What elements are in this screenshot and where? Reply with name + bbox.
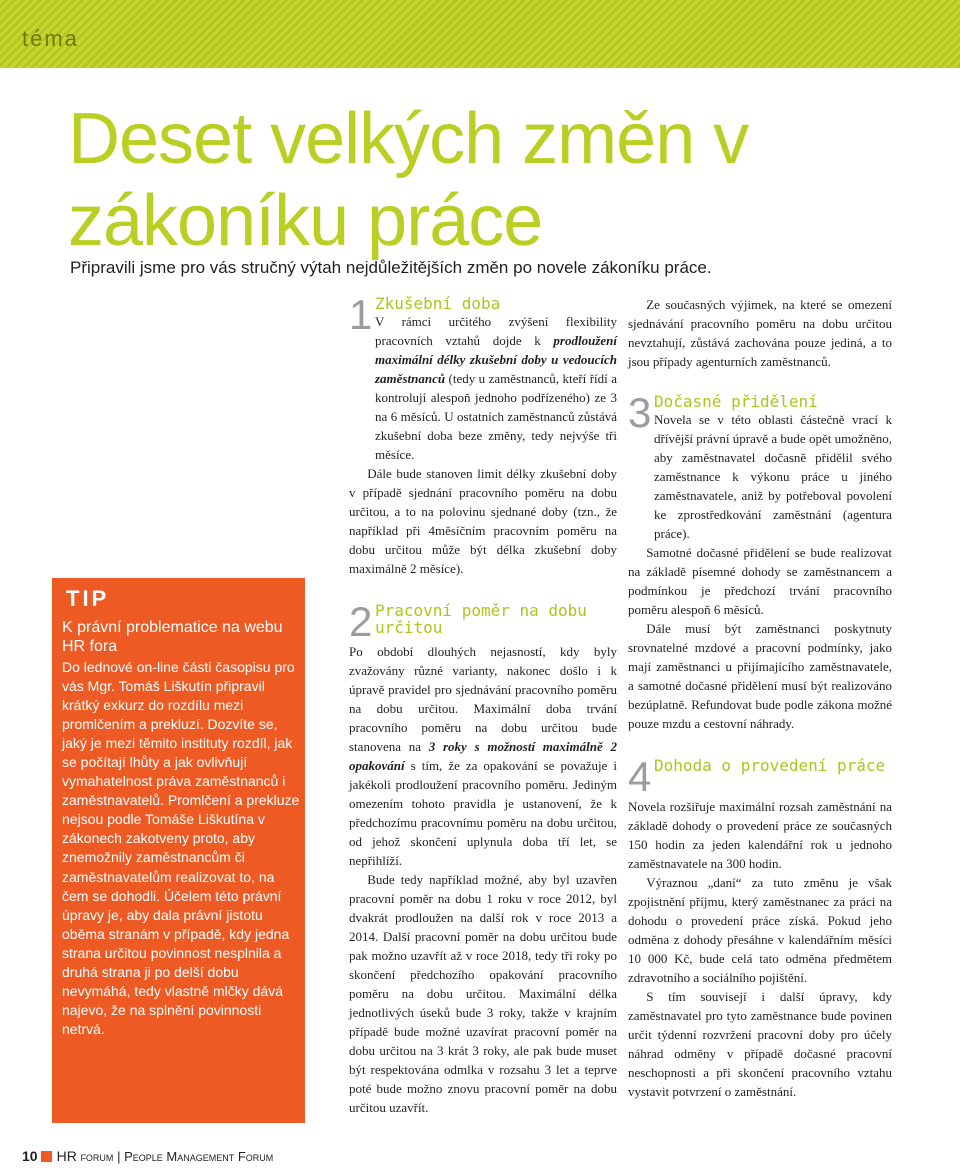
emphasis: prodloužení maximální délky zkušební doby u vedoucích zaměstnanců	[375, 333, 617, 386]
header-band	[0, 0, 960, 68]
tip-box	[52, 578, 305, 1123]
section-3	[628, 389, 892, 543]
section-2	[349, 598, 617, 645]
tip-heading: K právní problematice na webu HR fora	[62, 619, 283, 655]
emphasis: 3 roky s možností maximálně 2 opakování	[349, 739, 617, 773]
footer-brand-forum: forum	[80, 1149, 114, 1164]
section-3-title: Dočasné přidělení	[654, 392, 818, 411]
section-2-continued: Ze současných výjimek, na které se omezení sjednávání pracovního poměru na dobu určitou nevztahují, zůstává zachována pouze jediná, a to jsou případy agenturních zaměstnanců.	[628, 297, 892, 369]
article-subtitle: Připravili jsme pro vás stručný výtah nejdůležitějších změn po novele zákoníku práce.	[70, 258, 712, 277]
section-2-paragraph	[349, 642, 617, 870]
section-1-paragraph	[375, 312, 617, 464]
page-number: 10	[22, 1148, 38, 1164]
column-right	[628, 295, 892, 1101]
section-3-paragraph: Novela se v této oblasti částečně vrací k dřívější právní úpravě a bude opět umožněno, aby zaměstnavatel dočasně přidělil svého zaměstnance k výkonu práce u jiného zaměstnavatele, aniž by potřeboval povolení ke zprostředkování zaměstnání (agentura práce).	[654, 412, 892, 541]
section-1-title: Zkušební doba	[375, 294, 501, 313]
footer-brand-pmf: People Management Forum	[124, 1149, 274, 1164]
text-run: (tedy u zaměstnanců, kteří řídí a kontrolují alespoň jednoho podřízeného) ze 3 na 6 měsíců. U ostatních zaměstnanců zůstává zkušební doba beze změny, tedy nejvýše tři měsíce.	[375, 371, 617, 462]
section-3-number: 3	[628, 389, 652, 436]
text-run: Po období dlouhých nejasností, kdy byly zvažovány různé varianty, nakonec došlo i k úpravě pravidel pro sjednávání pracovního poměru na dobu určitou. Maximální doba trvání pracovního poměru na dobu určitou bude stanovena na	[349, 644, 617, 754]
section-4-paragraph-2: Výraznou „daní“ za tuto změnu je však zpojistnění příjmu, který zaměstnanec za práci na dohodu o provedení práce získá. Pokud jeho odměna z dohody přesáhne v kalendářním měsíci 10 000 Kč, bude celá tato odměna předmětem zdravotního a sociálního pojištění.	[628, 875, 892, 985]
article-title: Deset velkých změn v zákoníku práce	[68, 99, 749, 261]
section-3-paragraph-2: Samotné dočasné přidělení se bude realizovat na základě písemné dohody se zaměstnancem a podmínkou je předchozí trvání pracovního poměru alespoň 6 měsíců.	[628, 545, 892, 617]
text-run: s tím, že za opakování se považuje i jakékoli prodloužení pracovního poměru. Jediným omezením tohoto pravidla je ustanovení, že k předchozímu pracovnímu poměru na dobu určitou, od jehož skončení uplynula doba tří let, se nepřihlíží.	[349, 758, 617, 868]
footer-brand-hr: HR	[56, 1148, 77, 1164]
text-run: V rámci určitého zvýšení flexibility pracovních vztahů dojde k	[375, 314, 617, 348]
section-4	[628, 753, 892, 800]
section-1	[349, 291, 617, 464]
tip-body: Do lednové on-line části časopisu pro vás Mgr. Tomáš Liškutín připravil krátký exkurz do rozdílu mezi promlčením a prekluzí. Dozvíte se, jaký je mezi těmito instituty rozdíl, jak se počítají lhůty a jak ovlivňují vymahatelnost práva zaměstnanců i zaměstnavatelů. Promlčení a prekluze nejsou podle Tomáše Liškutína v zákonech zakotveny proto, aby znemožnily zaměstnancům či zaměstnavatelům realizovat to, na čem se dohodli. Účelem této právní úpravy je, aby dala právní jistotu oběma stranám v případě, kdy jedna strana určitou povinnost nesplnila a druhá strana ji po delší dobu nevymáhá, tedy vlastně mlčky dává najevo, že na splnění povinnosti netrvá.	[62, 659, 300, 1037]
section-label: téma	[22, 26, 79, 51]
section-4-title: Dohoda o provedení práce	[654, 756, 886, 775]
section-1-number: 1	[349, 291, 373, 338]
section-4-paragraph: Novela rozšiřuje maximální rozsah zaměstnání na základě dohody o provedení práce ze současných 150 hodin za jeden kalendářní rok u jednoho zaměstnavatele na 300 hodin.	[628, 799, 892, 871]
section-3-paragraph-3: Dále musí být zaměstnanci poskytnuty srovnatelné mzdové a pracovní podmínky, jako mají zaměstnanci u přijímajícího zaměstnavatele, a samotné dočasné přidělení musí být realizováno bezúplatně. Refundovat bude podle zákona možné pouze mzdu a cestovní náhrady.	[628, 621, 892, 731]
footer	[22, 1148, 273, 1168]
section-2-paragraph-2: Bude tedy například možné, aby byl uzavřen pracovní poměr na dobu 1 roku v roce 2012, byl dvakrát prodloužen na další rok v roce 2013 a 2014. Další pracovní poměr na dobu určitou bude pak možno uzavřít až v roce 2018, tedy tři roky po skončení předchozího opakování pracovního poměru na dobu určitou. Maximální délka jednotlivých úseků bude 3 roky, takže v krajním případě bude možné uzavírat pracovní poměr na dobu určitou na 3 krát 3 roky, ale pak bude muset být respektována odmlka v rozsahu 3 let a teprve poté bude možno znovu pracovní poměr na dobu určitou uzavřít.	[349, 872, 617, 1115]
section-4-number: 4	[628, 753, 652, 800]
section-2-number: 2	[349, 598, 373, 645]
section-2-title: Pracovní poměr na dobu určitou	[375, 601, 587, 637]
section-1-paragraph-2: Dále bude stanoven limit délky zkušební doby v případě sjednání pracovního poměru na dobu určitou, a to na polovinu sjednané doby (tzn., že například při 4měsíčním pracovním poměru na dobu určitou může být délka zkušební doby maximálně 2 měsíce).	[349, 466, 617, 576]
footer-square-icon	[41, 1151, 52, 1162]
column-middle	[349, 291, 617, 1117]
tip-label: TIP	[66, 586, 110, 611]
footer-separator: |	[117, 1149, 121, 1164]
section-4-paragraph-3: S tím souvisejí i další úpravy, kdy zaměstnavatel pro tyto zaměstnance bude povinen určit týdenní rozvržení pracovní doby pro účely náhrad odměny v případě dočasné pracovní neschopnosti a při skončení pracovního vztahu vystavit potvrzení o zaměstnání.	[628, 989, 892, 1099]
